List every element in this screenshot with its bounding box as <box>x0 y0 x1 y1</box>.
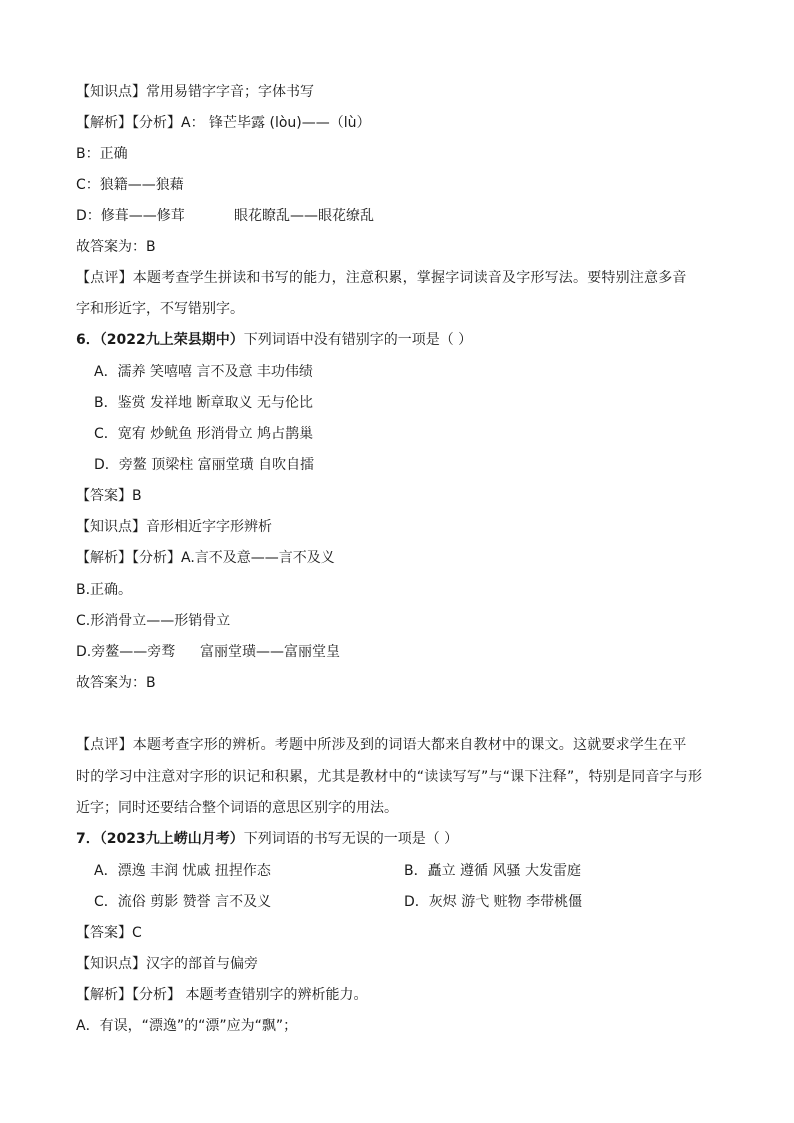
q7-option-a: A．漂逸 丰润 忧戚 扭捏作态 <box>94 863 271 879</box>
q7-analysis: 【解析】【分析】 本题考查错别字的辨析能力。 <box>76 987 368 1003</box>
q6-option-b: B．鉴赏 发祥地 断章取义 无与伦比 <box>94 395 313 411</box>
q6-comment-line-1: 【点评】本题考查字形的辨析。考题中所涉及到的词语大都来自教材中的课文。这就要求学生在平 <box>76 737 687 753</box>
q6-analysis-c: C.形消骨立——形销骨立 <box>76 613 231 629</box>
q6-option-c: C．宽宥 炒鱿鱼 形消骨立 鸠占鹊巢 <box>94 426 314 442</box>
q6-analysis-d-1: D.旁鳌——旁骛 <box>76 644 176 660</box>
q7-source: （2023九上崂山月考） <box>99 831 244 847</box>
q6-number: 6． <box>76 332 100 348</box>
q5-knowledge-point: 【知识点】常用易错字字音；字体书写 <box>76 84 314 100</box>
q5-answer-line: 故答案为：B <box>76 239 156 255</box>
q6-source: （2022九上荣县期中） <box>99 332 244 348</box>
q7-answer: 【答案】C <box>76 925 142 941</box>
q5-comment-line-1: 【点评】本题考查学生拼读和书写的能力，注意积累，掌握字词读音及字形写法。要特别注意多音 <box>76 270 687 286</box>
q6-answer: 【答案】B <box>76 488 142 504</box>
q6-comment-line-3: 近字；同时还要结合整个词语的意思区别字的用法。 <box>76 800 398 816</box>
q7-option-c: C．流俗 剪影 赞誉 言不及义 <box>94 894 272 910</box>
q6-answer-line: 故答案为：B <box>76 675 156 691</box>
q6-stem: 下列词语中没有错别字的一项是（ ） <box>243 332 473 348</box>
q6-option-d: D．旁鳌 顶梁柱 富丽堂璜 自吹自擂 <box>94 457 315 473</box>
q7-option-d: D．灰烬 游弋 赃物 李带桃僵 <box>404 894 583 910</box>
q6-stem-line <box>76 330 472 350</box>
q7-analysis-a: A．有误，“漂逸”的“漂”应为“飘”； <box>76 1018 298 1034</box>
q7-stem-line <box>76 829 458 849</box>
q5-analysis-b: B：正确 <box>76 146 128 162</box>
q6-knowledge-point: 【知识点】音形相近字字形辨析 <box>76 519 272 535</box>
q5-analysis-c: C：狼籍——狼藉 <box>76 177 184 193</box>
q7-knowledge-point: 【知识点】汉字的部首与偏旁 <box>76 956 258 972</box>
q7-option-b: B．矗立 遵循 风骚 大发雷庭 <box>404 863 581 879</box>
q6-option-a: A．濡养 笑嘻嘻 言不及意 丰功伟绩 <box>94 364 313 380</box>
q5-analysis-d-1: D：修葺——修茸 <box>76 208 185 224</box>
q7-number: 7． <box>76 831 100 847</box>
q5-analysis: 【解析】【分析】A： 锋芒毕露 (lòu)——（lù） <box>76 115 371 131</box>
q6-analysis-d-2: 富丽堂璜——富丽堂皇 <box>200 644 340 660</box>
q6-comment-line-2: 时的学习中注意对字形的识记和积累，尤其是教材中的“读读写写”与“课下注释”，特别是同音字与形 <box>76 769 703 785</box>
q7-stem: 下列词语的书写无误的一项是（ ） <box>243 831 459 847</box>
q5-comment-line-2: 字和形近字，不写错别字。 <box>76 301 244 317</box>
q6-analysis-a: 【解析】【分析】A.言不及意——言不及义 <box>76 550 335 566</box>
q5-analysis-d-2: 眼花瞭乱——眼花缭乱 <box>234 208 374 224</box>
q6-analysis-b: B.正确。 <box>76 582 133 598</box>
